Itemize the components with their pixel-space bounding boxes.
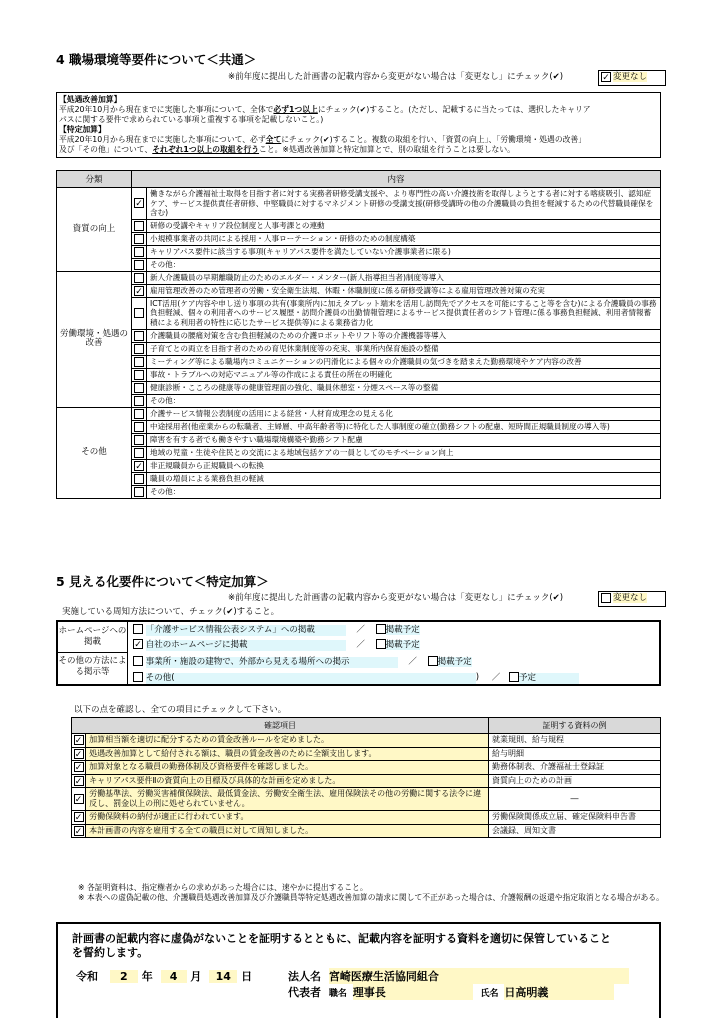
- representative-row: 代表者 職名 理事長 氏名 日高明義: [288, 984, 614, 1000]
- requirement-checkbox[interactable]: [134, 247, 144, 257]
- requirement-row: [57, 394, 661, 407]
- requirement-checkbox[interactable]: ✓: [135, 199, 143, 210]
- confirm-item: キャリアパス要件Ⅱの資質向上の目標及び具体的な計画を定めました。: [86, 774, 489, 788]
- guide-heading-2: 【特定加算】: [59, 125, 106, 134]
- requirement-text: 職員の増員による業務負担の軽減: [147, 472, 661, 485]
- nochange-checkbox[interactable]: [601, 593, 611, 603]
- requirement-checkbox[interactable]: [134, 396, 144, 406]
- requirement-text: 小規模事業者の共同による採用・人事ローテーション・研修のための制度構築: [147, 232, 661, 245]
- requirement-row: [57, 232, 661, 245]
- confirm-checkbox[interactable]: ✓: [74, 826, 83, 837]
- requirement-text: 障害を有する者でも働きやすい職場環境構築や勤務シフト配慮: [147, 433, 661, 446]
- checkbox-cell: [132, 258, 147, 271]
- requirement-row: [57, 485, 661, 498]
- requirement-row: [57, 355, 661, 368]
- declaration-date: 令和 2 年 4 月 14 日: [76, 970, 253, 983]
- requirement-checkbox[interactable]: [134, 474, 144, 484]
- checkbox-cell: [132, 485, 147, 498]
- publicity-checkbox-1[interactable]: [133, 624, 143, 634]
- requirement-checkbox[interactable]: [134, 448, 144, 458]
- publicity-box: [56, 620, 661, 686]
- schedule-checkbox-2[interactable]: [376, 639, 386, 649]
- evidence-cell: 就業規則、給与規程: [489, 734, 661, 748]
- requirement-checkbox[interactable]: [134, 409, 144, 419]
- requirement-checkbox[interactable]: ✓: [135, 461, 143, 472]
- confirm-row: [72, 788, 661, 811]
- checkbox-cell: [132, 381, 147, 394]
- evidence-cell: 資質向上のための計画: [489, 774, 661, 788]
- schedule-checkbox-4[interactable]: [509, 672, 519, 682]
- requirement-checkbox[interactable]: [134, 383, 144, 393]
- checkbox-cell: [72, 824, 86, 838]
- day-field[interactable]: 14: [209, 970, 237, 983]
- publicity-row-4: [133, 672, 579, 684]
- requirement-checkbox[interactable]: [134, 308, 144, 318]
- col-category: 分類: [57, 171, 132, 188]
- publicity-row-2: [133, 639, 420, 651]
- requirement-row: [57, 459, 661, 472]
- requirement-text: 研修の受講やキャリア段位制度と人事考課との連動: [147, 219, 661, 232]
- requirement-checkbox[interactable]: [134, 260, 144, 270]
- slash: ／: [408, 656, 417, 667]
- checkbox-cell: [132, 284, 147, 297]
- nochange-label: 変更なし: [613, 72, 648, 82]
- confirm-item: 加算相当額を適切に配分するための賃金改善ルールを定めました。: [86, 734, 489, 748]
- evidence-cell: ―: [489, 788, 661, 811]
- confirm-intro: 以下の点を確認し、全ての項目にチェックして下さい。: [74, 705, 287, 715]
- evidence-cell: 会議録、周知文書: [489, 824, 661, 838]
- checkbox-cell: [72, 811, 86, 825]
- evidence-cell: 労働保険関係成立届、確定保険料申告書: [489, 811, 661, 825]
- checkbox-cell: [72, 747, 86, 761]
- requirement-row: [57, 219, 661, 232]
- workplace-requirements-table: [56, 170, 661, 499]
- requirement-text: 介護サービス情報公表制度の活用による経営・人材育成理念の見える化: [147, 407, 661, 420]
- confirm-row: [72, 811, 661, 825]
- category-cell: 資質の向上: [57, 188, 132, 272]
- checkbox-cell: [72, 788, 86, 811]
- checkbox-cell: [132, 188, 147, 220]
- requirement-row: [57, 284, 661, 297]
- checkbox-cell: [132, 245, 147, 258]
- schedule-checkbox-3[interactable]: [428, 656, 438, 666]
- checkbox-cell: [132, 472, 147, 485]
- checkbox-cell: [132, 355, 147, 368]
- schedule-label: 予定: [519, 673, 579, 684]
- requirement-text: 介護職員の腰痛対策を含む負担軽減のための介護ロボットやリフト等の介護機器等導入: [147, 329, 661, 342]
- requirement-checkbox[interactable]: [134, 370, 144, 380]
- requirement-row: [57, 472, 661, 485]
- requirement-row: [57, 342, 661, 355]
- col-content: 内容: [132, 171, 661, 188]
- checkbox-cell: [132, 219, 147, 232]
- representative-name-field[interactable]: 日高明義: [504, 984, 614, 1000]
- requirement-text: ICT活用(ケア内容や申し送り事項の共有(事業所内に加えタブレット端末を活用し訪問先でアクセスを可能にすること等を含む)による介護職員の事務負担軽減、個々の利用者へのサービス履歴・訪問介護員の出勤情報管理によるサービス提供責任者のシフト管理に係る事務負担軽減、利用者情報蓄積による利用者の特性に応じたサービス提供等)による業務省力化: [147, 297, 661, 329]
- requirement-row: [57, 297, 661, 329]
- section4-nochange[interactable]: [598, 70, 666, 86]
- year-field[interactable]: 2: [110, 970, 138, 983]
- requirement-row: [57, 407, 661, 420]
- section5-nochange[interactable]: [598, 591, 666, 607]
- schedule-label: 掲載予定: [385, 639, 420, 650]
- confirm-notes: [78, 883, 668, 903]
- requirement-text: 地域の児童・生徒や住民との交流による地域包括ケアの一員としてのモチベーション向上: [147, 446, 661, 459]
- publicity-row-3-label: 事業所・施設の建物で、外部から見える場所への掲示: [146, 657, 398, 668]
- confirm-checkbox[interactable]: ✓: [74, 736, 83, 746]
- requirement-checkbox[interactable]: [134, 422, 144, 432]
- requirement-text: その他：: [147, 485, 661, 498]
- schedule-checkbox-1[interactable]: [376, 624, 386, 634]
- requirement-row: [57, 368, 661, 381]
- publicity-other-input[interactable]: その他(: [146, 673, 476, 684]
- checkbox-cell: [72, 761, 86, 775]
- checkbox-cell: [132, 394, 147, 407]
- declaration-box: [56, 922, 661, 1018]
- requirement-text: 働きながら介護福祉士取得を目指す者に対する実務者研修受講支援や、より専門性の高い介護技術を取得しようとする者に対する喀痰吸引、認知症ケア、サービス提供責任者研修、中堅職員に対するマネジメント研修の受講支援(研修受講時の他の介護職員の負担を軽減するための代替職員確保を含む): [147, 188, 661, 220]
- requirement-row: [57, 188, 661, 220]
- publicity-row-1-label: 「介護サービス情報公表システム」への掲載: [146, 625, 346, 636]
- schedule-label: 掲載予定: [437, 656, 472, 667]
- requirement-checkbox[interactable]: [134, 435, 144, 445]
- requirement-row: [57, 271, 661, 284]
- requirement-text: その他：: [147, 394, 661, 407]
- requirement-text: 非正規職員から正規職員への転換: [147, 459, 661, 472]
- col-evidence: 証明する資料の例: [489, 718, 661, 734]
- requirement-checkbox[interactable]: [134, 344, 144, 354]
- requirement-checkbox[interactable]: [134, 234, 144, 244]
- confirm-checkbox[interactable]: ✓: [74, 749, 83, 760]
- confirm-item: 本計画書の内容を雇用する全ての職員に対して周知しました。: [86, 824, 489, 838]
- requirement-text: 中途採用者(他産業からの転職者、主婦層、中高年齢者等)に特化した人事制度の確立(勤務シフトの配慮、短時間正規職員制度の導入等): [147, 420, 661, 433]
- declaration-text: 計画書の記載内容に虚偽がないことを証明するとともに、記載内容を証明する資料を適切に保管していること を誓約します。: [72, 932, 611, 959]
- guidance-box: [56, 92, 661, 158]
- requirement-checkbox[interactable]: ✓: [135, 286, 143, 297]
- requirement-checkbox[interactable]: [134, 487, 144, 497]
- confirm-item: 労働保険料の納付が適正に行われています。: [86, 811, 489, 825]
- title-field[interactable]: 理事長: [353, 984, 473, 1000]
- confirm-item: 加算対象となる職員の勤務体制及び資格要件を確認しました。: [86, 761, 489, 775]
- confirm-checkbox[interactable]: ✓: [74, 776, 83, 787]
- confirm-item: 労働基準法、労働災害補償保険法、最低賃金法、労働安全衛生法、雇用保険法その他の労働に関する法令に違反し、罰金以上の刑に処せられていません。: [86, 788, 489, 811]
- checkbox-cell: [132, 329, 147, 342]
- confirm-row: [72, 747, 661, 761]
- checkbox-cell: [132, 232, 147, 245]
- col-confirm-item: 確認項目: [72, 718, 489, 734]
- requirement-text: ミーティング等による職場内コミュニケーションの円滑化による個々の介護職員の気づきを踏まえた勤務環境やケア内容の改善: [147, 355, 661, 368]
- confirm-note-2: ※ 本表への虚偽記載の他、介護職員処遇改善加算及び介護職員等特定処遇改善加算の請求に関して不正があった場合は、介護報酬の返還や指定取消となる場合がある。: [78, 893, 664, 902]
- requirement-text: キャリアパス要件に該当する事項(キャリアパス要件を満たしていない介護事業者に限る): [147, 245, 661, 258]
- checkbox-cell: [132, 407, 147, 420]
- category-cell: その他: [57, 407, 132, 498]
- guide-heading-1: 【処遇改善加算】: [59, 95, 122, 104]
- requirement-row: [57, 258, 661, 271]
- slash: ／: [356, 624, 365, 635]
- requirement-text: 健康診断・こころの健康等の健康管理面の強化、職員休憩室・分煙スペース等の整備: [147, 381, 661, 394]
- guide-para-1: 平成20年10月から現在までに実施した事項について、全体で必ず1つ以上にチェック(✔)すること。(ただし、記載するに当たっては、選択したキャリア パスに関する要件で求められている事項と重複する事項を記載しないこと。): [59, 105, 591, 124]
- requirement-checkbox[interactable]: [134, 221, 144, 231]
- checkbox-cell: [132, 368, 147, 381]
- publicity-checkbox-3[interactable]: [133, 656, 143, 666]
- category-cell: 労働環境・処遇の改善: [57, 271, 132, 407]
- nochange-checkbox[interactable]: ✓: [602, 73, 610, 83]
- requirement-text: 子育てとの両立を目指す者のための育児休業制度等の充実、事業所内保育施設の整備: [147, 342, 661, 355]
- checkbox-cell: [132, 420, 147, 433]
- publicity-checkbox-4[interactable]: [133, 672, 143, 682]
- confirm-note-1: ※ 各証明資料は、指定権者からの求めがあった場合には、速やかに提出すること。: [78, 883, 368, 892]
- confirm-checkbox[interactable]: ✓: [74, 794, 83, 805]
- checkbox-cell: [132, 459, 147, 472]
- section5-title: 5 見える化要件について＜特定加算＞: [56, 574, 269, 589]
- confirm-row: [72, 774, 661, 788]
- checkbox-cell: [72, 774, 86, 788]
- requirement-text: 雇用管理改善のため管理者の労働・安全衛生法規、休暇・休職制度に係る研修受講等による雇用管理改善対策の充実: [147, 284, 661, 297]
- nochange-label: 変更なし: [613, 593, 648, 603]
- confirm-item: 処遇改善加算として給付される額は、職員の賃金改善のために全額支出します。: [86, 747, 489, 761]
- evidence-cell: 勤務体制表、介護福祉士登録証: [489, 761, 661, 775]
- requirement-row: [57, 245, 661, 258]
- requirement-row: [57, 329, 661, 342]
- evidence-cell: 給与明細: [489, 747, 661, 761]
- requirement-row: [57, 381, 661, 394]
- checkbox-cell: [132, 446, 147, 459]
- slash: ／: [356, 639, 365, 650]
- section4-title: 4 職場環境等要件について＜共通＞: [56, 52, 257, 67]
- corporation-row: 法人名 宮崎医療生活協同組合: [288, 968, 629, 984]
- checkbox-cell: [132, 342, 147, 355]
- checkbox-cell: [132, 297, 147, 329]
- requirement-row: [57, 420, 661, 433]
- publicity-row-3: [133, 656, 472, 668]
- requirement-checkbox[interactable]: [134, 273, 144, 283]
- schedule-label: 掲載予定: [385, 624, 420, 635]
- publicity-row-2-label: 自社のホームページに掲載: [146, 640, 346, 651]
- requirement-checkbox[interactable]: [134, 357, 144, 367]
- paren-close: ): [475, 672, 480, 683]
- guide-para-2: 平成20年10月から現在までに実施した事項について、必ず全てにチェック(✔)すること。複数の取組を行い、「資質の向上」、「労働環境・処遇の改善」 及び「その他」について、それぞれ1つ以上の取組を行うこと。※処遇改善加算と特定加算とで、別の取組を行うことは要しない。: [59, 135, 587, 154]
- requirement-text: 新人介護職員の早期離職防止のためのエルダー・メンター(新人指導担当者)制度等導入: [147, 271, 661, 284]
- month-field[interactable]: 4: [161, 970, 187, 983]
- requirement-checkbox[interactable]: [134, 331, 144, 341]
- checkbox-cell: [72, 734, 86, 748]
- confirm-checkbox[interactable]: ✓: [74, 813, 83, 823]
- checkbox-cell: [132, 433, 147, 446]
- slash: ／: [491, 672, 501, 683]
- other-method-label: その他の方法による掲示等: [58, 653, 128, 684]
- confirm-row: [72, 824, 661, 838]
- requirement-text: その他：: [147, 258, 661, 271]
- publicity-checkbox-2[interactable]: ✓: [134, 640, 142, 650]
- checkbox-cell: [132, 271, 147, 284]
- section5-instruction: 実施している周知方法について、チェック(✔)すること。: [62, 607, 280, 617]
- section5-note: ※前年度に提出した計画書の記載内容から変更がない場合は「変更なし」にチェック(✔): [228, 593, 564, 603]
- publicity-row-1: [133, 624, 420, 636]
- requirement-text: 事故・トラブルへの対応マニュアル等の作成による責任の所在の明確化: [147, 368, 661, 381]
- confirm-row: [72, 734, 661, 748]
- confirmation-table: [71, 717, 661, 838]
- corporation-name-field[interactable]: 宮崎医療生活協同組合: [329, 968, 629, 984]
- confirm-checkbox[interactable]: ✓: [74, 763, 83, 773]
- requirement-row: [57, 433, 661, 446]
- confirm-row: [72, 761, 661, 775]
- section4-note: ※前年度に提出した計画書の記載内容から変更がない場合は「変更なし」にチェック(✔): [228, 72, 564, 82]
- hp-label: ホームページへの掲載: [58, 622, 128, 653]
- requirement-row: [57, 446, 661, 459]
